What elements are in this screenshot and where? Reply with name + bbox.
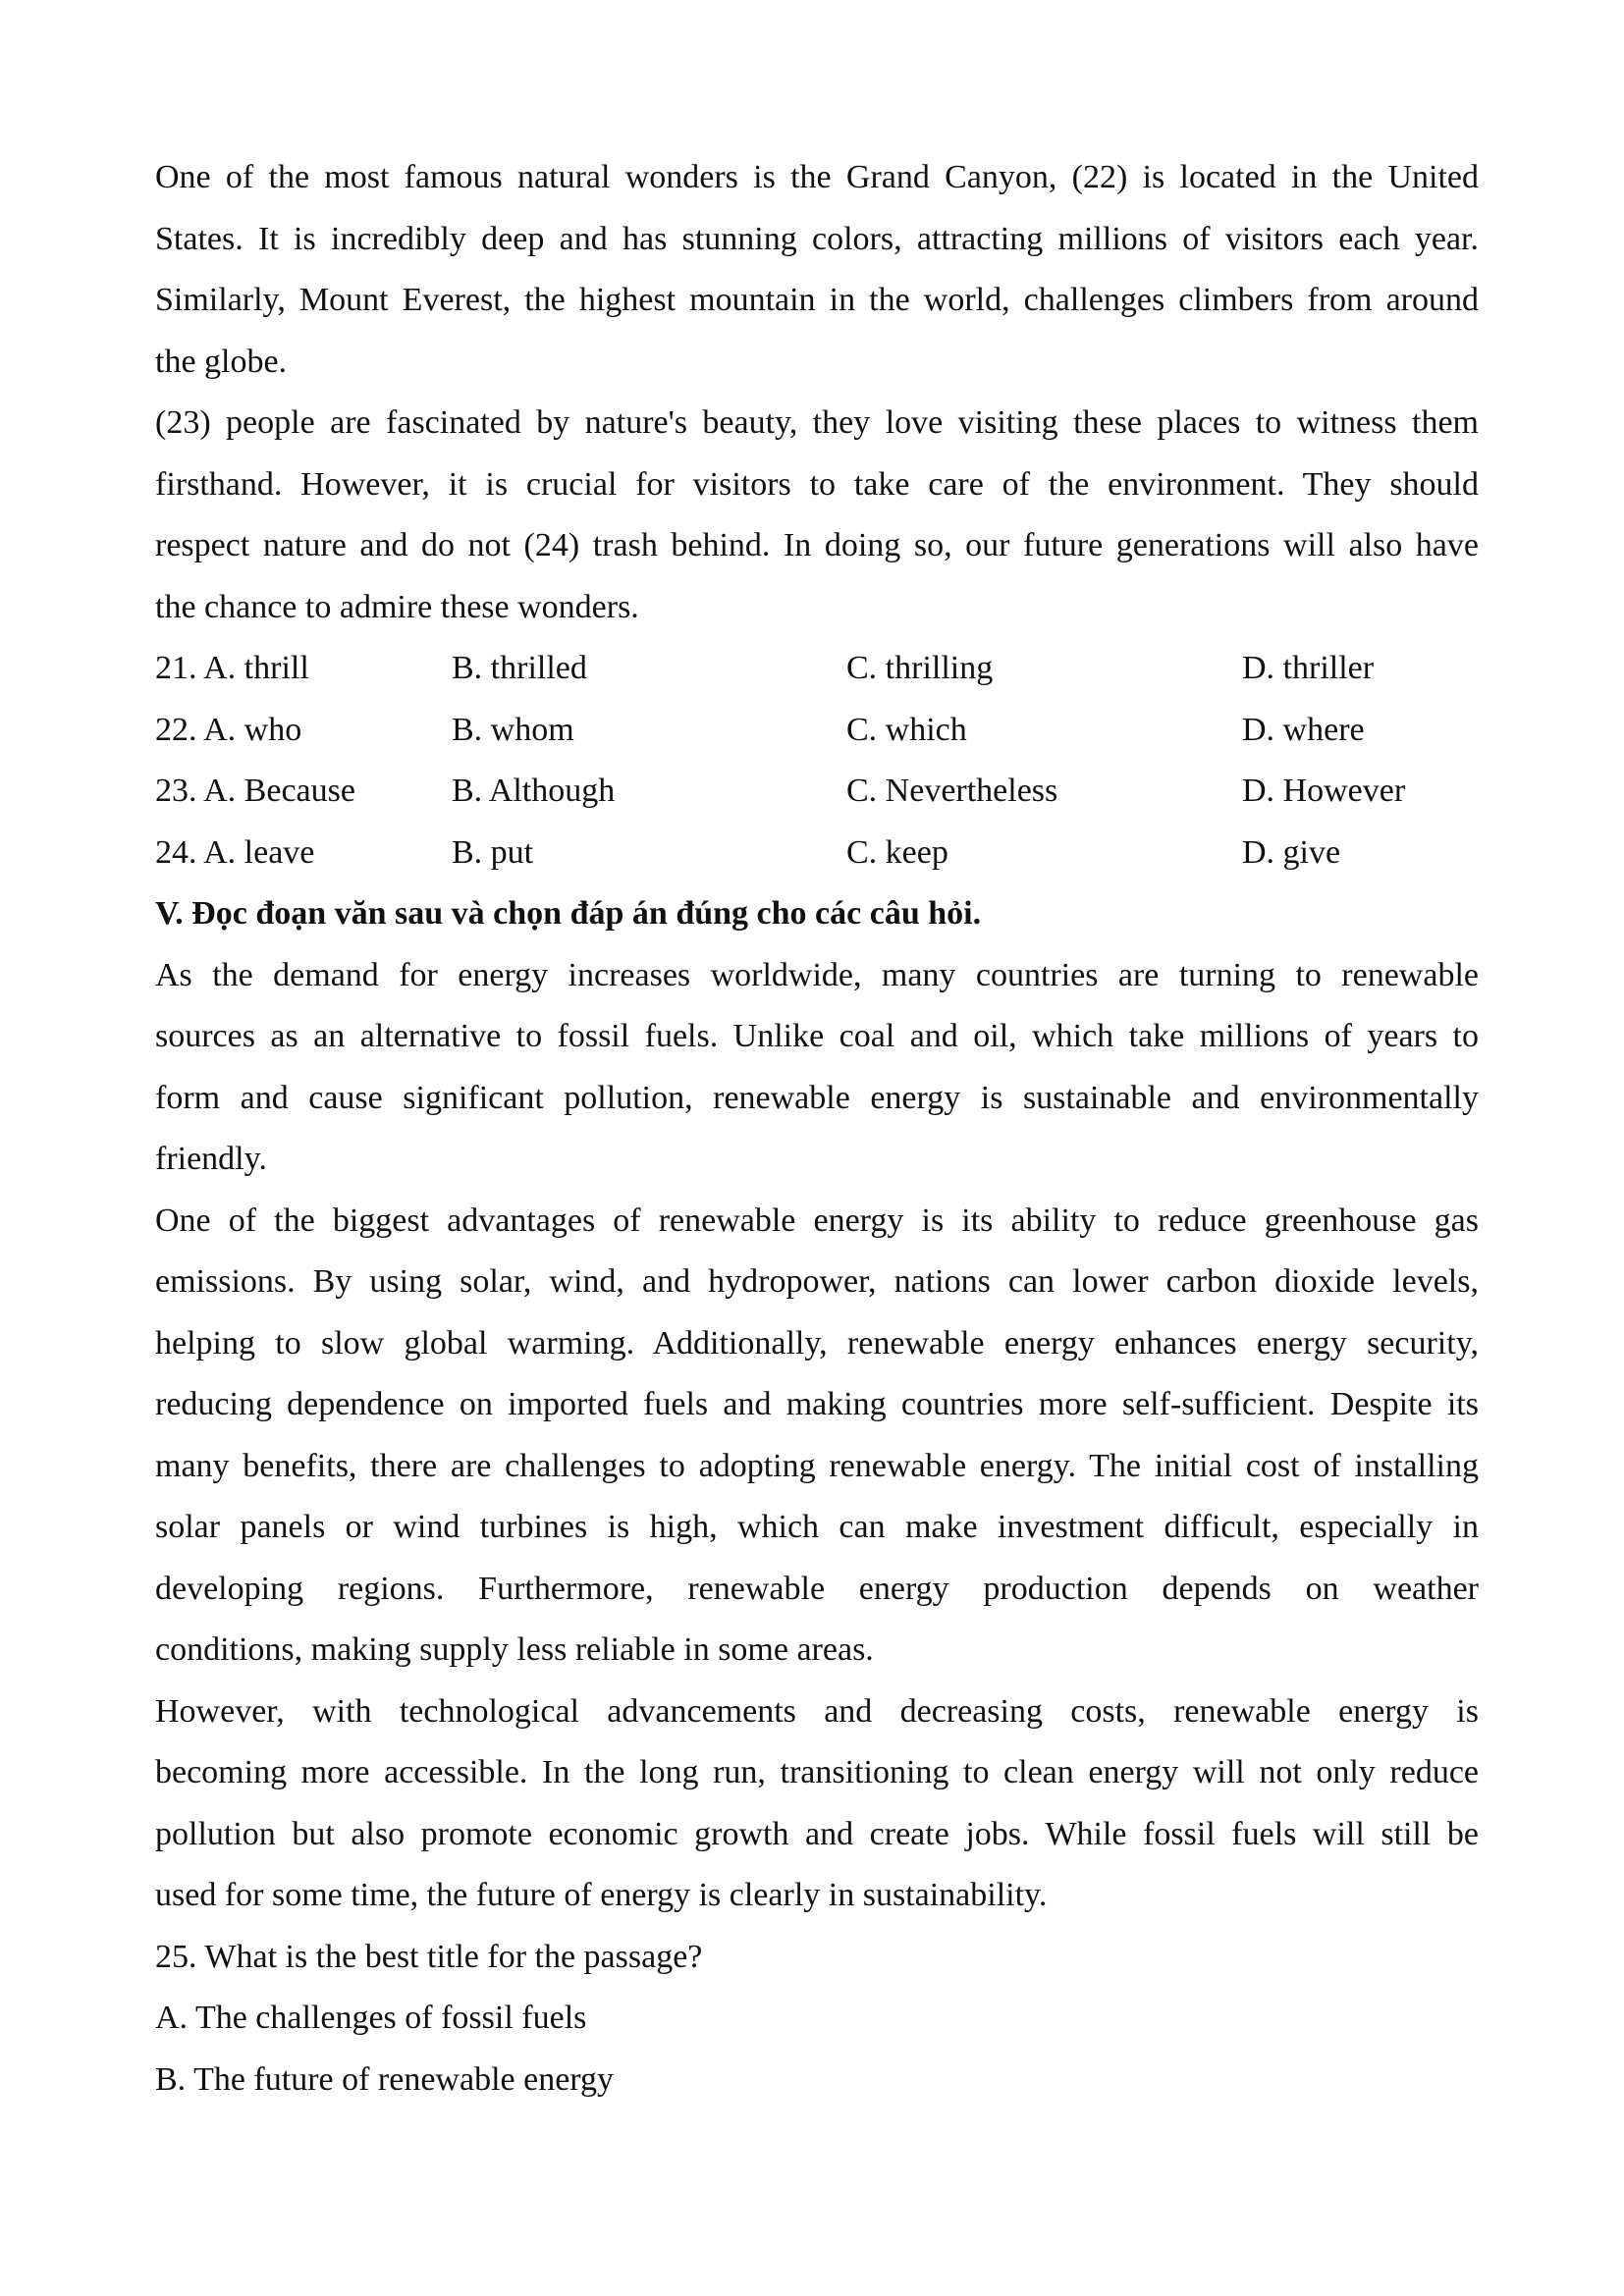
text-line: respect nature and do not (24) trash behind. In doing so, our future generations will also have [155, 527, 1479, 563]
text-line: sources as an alternative to fossil fuels. Unlike coal and oil, which take millions of years to [155, 1018, 1479, 1054]
text-line: the globe. [155, 343, 288, 380]
option-d: D. where [1242, 711, 1365, 748]
option-row-23 [155, 761, 1479, 823]
text-line: solar panels or wind turbines is high, which can make investment difficult, especially in [155, 1509, 1479, 1545]
text-line: As the demand for energy increases worldwide, many countries are turning to renewable [155, 956, 1479, 993]
reading-paragraph-3 [155, 1682, 1479, 1927]
option-row-24 [155, 823, 1479, 884]
text-line: conditions, making supply less reliable in some areas. [155, 1631, 874, 1668]
text-line: (23) people are fascinated by nature's beauty, they love visiting these places to witness them [155, 404, 1479, 441]
text-line: many benefits, there are challenges to adopting renewable energy. The initial cost of installing [155, 1447, 1479, 1484]
text-line: form and cause significant pollution, renewable energy is sustainable and environmentally [155, 1079, 1479, 1116]
option-d: D. give [1242, 833, 1341, 871]
option-c: C. keep [846, 833, 948, 871]
answer-option-a: A. The challenges of fossil fuels [155, 2000, 587, 2036]
option-d: D. thriller [1242, 650, 1375, 686]
text-line: firsthand. However, it is crucial for visitors to take care of the environment. They should [155, 465, 1479, 503]
reading-paragraph-1 [155, 945, 1479, 1191]
text-line: pollution but also promote economic growth and create jobs. While fossil fuels will still be [155, 1815, 1479, 1852]
text-line: States. It is incredibly deep and has stunning colors, attracting millions of visitors each year. [155, 220, 1479, 257]
answer-option-b: B. The future of renewable energy [155, 2060, 615, 2098]
option-b: B. whom [452, 711, 574, 748]
text-line: used for some time, the future of energy is clearly in sustainability. [155, 1877, 1048, 1913]
reading-paragraph-2 [155, 1191, 1479, 1682]
option-c: C. which [846, 711, 967, 748]
text-line: reducing dependence on imported fuels and making countries more self-sufficient. Despite its [155, 1386, 1479, 1422]
text-line: friendly. [155, 1141, 267, 1177]
text-line: helping to slow global warming. Additionally, renewable energy enhances energy security, [155, 1324, 1479, 1362]
option-a: 23. A. Because [155, 773, 355, 809]
option-a: 21. A. thrill [155, 650, 309, 686]
option-a: 24. A. leave [155, 833, 315, 871]
options-table [155, 638, 1479, 883]
text-line: becoming more accessible. In the long run, transitioning to clean energy will not only reduce [155, 1754, 1479, 1790]
passage-paragraph-1 [155, 147, 1479, 393]
section-heading: V. Đọc đoạn văn sau và chọn đáp án đúng cho các câu hỏi. [155, 895, 982, 932]
option-d: D. However [1242, 773, 1406, 809]
text-line: One of the biggest advantages of renewable energy is its ability to reduce greenhouse gas [155, 1201, 1479, 1239]
text-line: the chance to admire these wonders. [155, 588, 639, 625]
text-line: developing regions. Furthermore, renewable energy production depends on weather [155, 1570, 1479, 1607]
option-a: 22. A. who [155, 711, 302, 748]
option-b: B. thrilled [452, 650, 587, 686]
option-row-22 [155, 700, 1479, 762]
option-b: B. Although [452, 773, 616, 809]
option-c: C. Nevertheless [846, 773, 1058, 809]
text-line: However, with technological advancements and decreasing costs, renewable energy is [155, 1692, 1479, 1730]
option-c: C. thrilling [846, 650, 994, 686]
question-25: 25. What is the best title for the passage? [155, 1938, 703, 1975]
document-page [155, 147, 1479, 2110]
text-line: Similarly, Mount Everest, the highest mountain in the world, challenges climbers from around [155, 282, 1479, 318]
option-b: B. put [452, 833, 534, 871]
passage-paragraph-2 [155, 393, 1479, 638]
text-line: emissions. By using solar, wind, and hydropower, nations can lower carbon dioxide levels, [155, 1263, 1479, 1300]
text-line: One of the most famous natural wonders is the Grand Canyon, (22) is located in the United [155, 159, 1479, 195]
option-row-21 [155, 638, 1479, 700]
